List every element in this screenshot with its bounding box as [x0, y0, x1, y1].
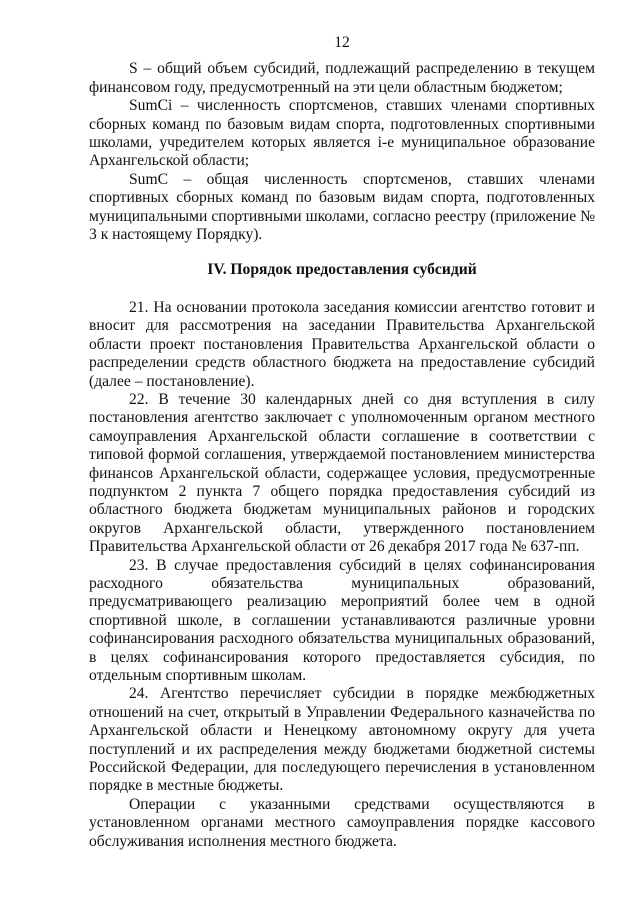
paragraph-operations: Операции с указанными средствами осуществляются в установленном органами местного самоуправления порядке кассового обслуживания исполнения местного бюджета. [89, 795, 595, 850]
definition-sumci: SumCi – численность спортсменов, ставших членами спортивных сборных команд по базовым видам спорта, подготовленных спортивными школами, учредителем которых является i-е муниципальное образование Архангельской области; [89, 97, 595, 170]
definition-sumc: SumC – общая численность спортсменов, ставших членами спортивных сборных команд по базовым видам спорта, подготовленных муниципальными спортивными школами, согласно реестру (приложение № 3 к настоящему Порядку). [89, 170, 595, 244]
page-content [89, 34, 595, 851]
paragraph-23: 23. В случае предоставления субсидий в целях софинансирования расходного обязательства муниципальных образований, предусматривающего реализацию мероприятий более чем в одной спортивной школе, в соглашении устанавливаются различные уровни софинансирования расходного обязательства муниципальных образований, в целях софинансирования которого предоставляется субсидия, по отдельным спортивным школам. [89, 556, 595, 684]
paragraph-21: 21. На основании протокола заседания комиссии агентство готовит и вносит для рассмотрения на заседании Правительства Архангельской области проект постановления Правительства Архангельской области о распределении средств областного бюджета на предоставление субсидий (далее – постановление). [89, 298, 595, 390]
definition-s: S – общий объем субсидий, подлежащий распределению в текущем финансовом году, предусмотренный на эти цели областным бюджетом; [89, 60, 595, 96]
section-heading: IV. Порядок предоставления субсидий [207, 261, 477, 279]
formula-definitions [89, 60, 595, 244]
paragraph-24: 24. Агентство перечисляет субсидии в порядке межбюджетных отношений на счет, открытый в Управлении Федерального казначейства по Архангельской области и Ненецкому автономному округу для учета поступлений и их распределения между бюджетами бюджетной системы Российской Федерации, для последующего перечисления в установленном порядке в местные бюджеты. [89, 685, 595, 795]
paragraph-22: 22. В течение 30 календарных дней со дня вступления в силу постановления агентство заключает с уполномоченным органом местного самоуправления Архангельской области соглашение в соответствии с типовой формой соглашения, утверждаемой постановлением министерства финансов Архангельской области, содержащее условия, предусмотренные подпунктом 2 пункта 7 общего порядка предоставления субсидий из областного бюджета бюджетам муниципальных районов и городских округов Архангельской области, утвержденного постановлением Правительства Архангельской области от 26 декабря 2017 года № 637-пп. [89, 390, 595, 556]
page-number: 12 [334, 34, 350, 51]
